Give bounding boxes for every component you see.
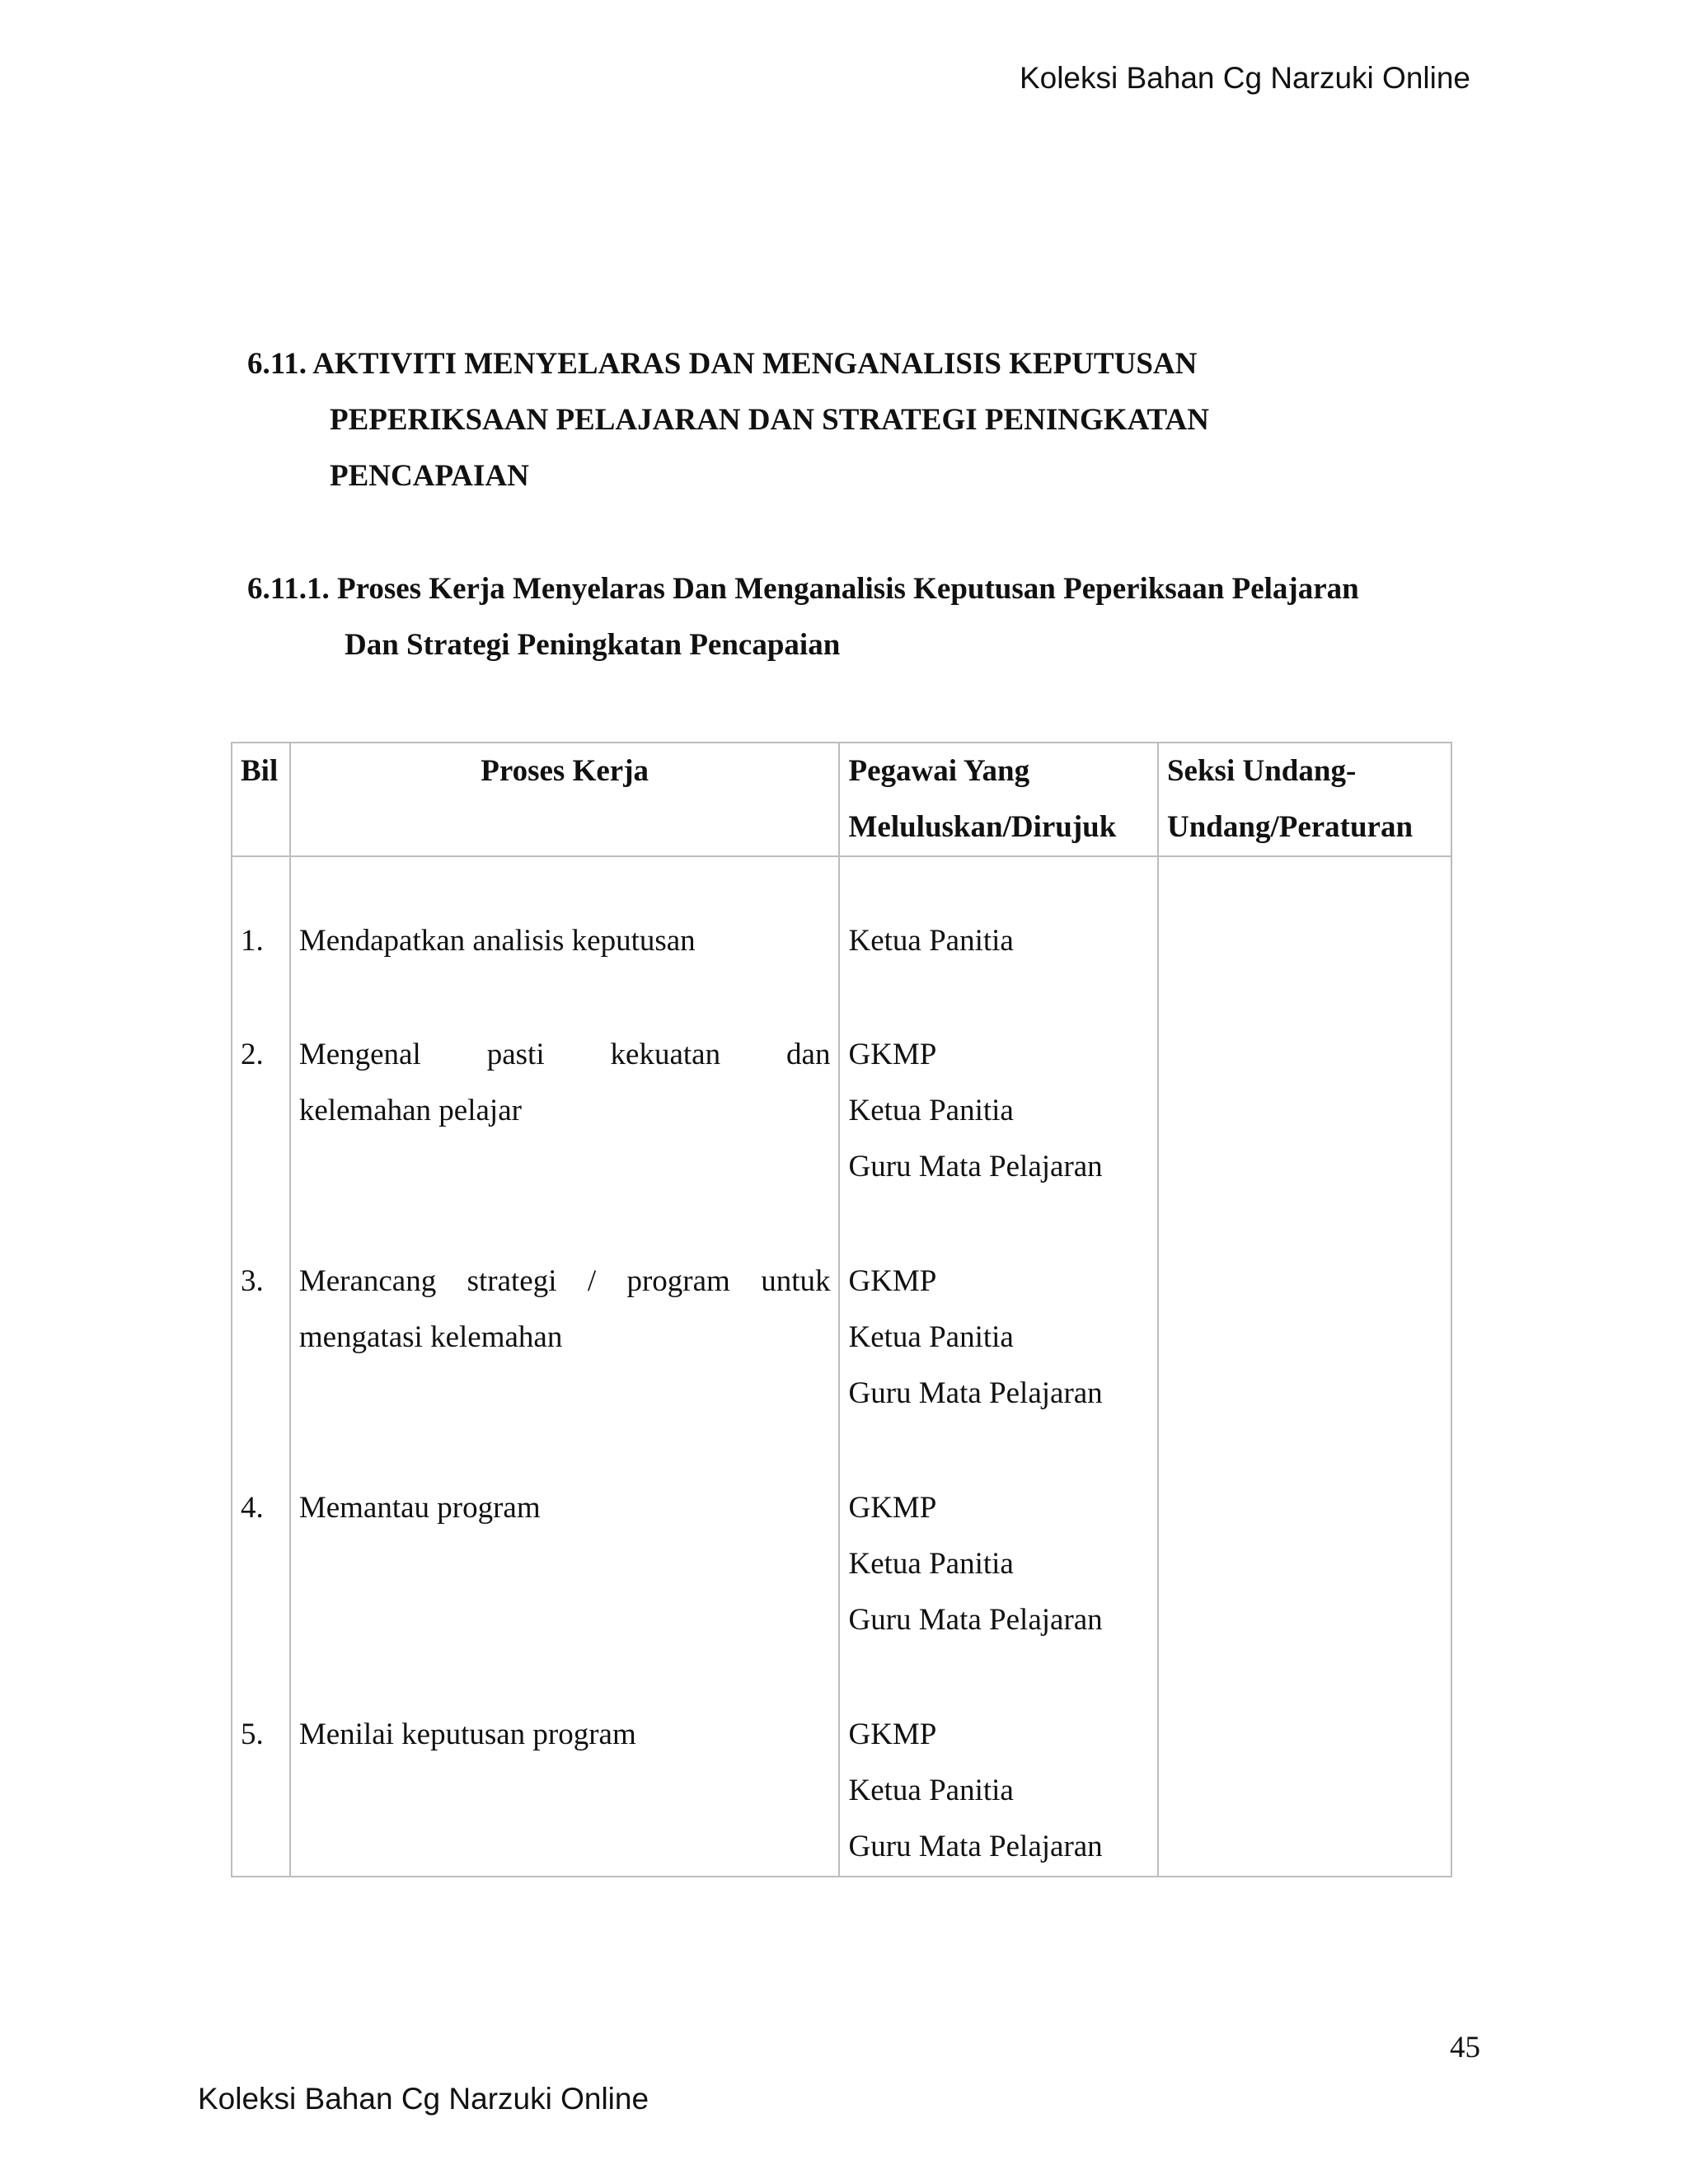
header-proses-kerja: Proses Kerja [290, 743, 840, 856]
list-item-pegawai [848, 1707, 1149, 1876]
list-item-bil: 1. [241, 924, 264, 958]
section-heading-line-3: PENCAPAIAN [330, 459, 529, 493]
footer-watermark: Koleksi Bahan Cg Narzuki Online [198, 2082, 649, 2116]
header-seksi-line-1: Seksi Undang- [1166, 754, 1357, 788]
page-number: 45 [1450, 2031, 1480, 2064]
pegawai-text: Guru Mata Pelajaran [848, 1150, 1103, 1183]
pegawai-text: Ketua Panitia [848, 1774, 1014, 1807]
proses-text: mengatasi kelemahan [298, 1320, 563, 1354]
header-pegawai-line-2: Meluluskan/Dirujuk [848, 810, 1117, 844]
table-body-row [232, 856, 1451, 1877]
subsection-heading-line-1: Proses Kerja Menyelaras Dan Menganalisis Keputusan Peperiksaan Pelajaran [336, 572, 1359, 606]
pegawai-text: GKMP [848, 1491, 937, 1525]
bil-column [232, 856, 290, 1877]
pegawai-text: Guru Mata Pelajaran [848, 1603, 1103, 1637]
proses-column [290, 856, 840, 1877]
list-item-proses [299, 1254, 831, 1480]
pegawai-text: Ketua Panitia [848, 1094, 1014, 1127]
pegawai-text: Ketua Panitia [848, 1320, 1014, 1354]
section-heading-line-2: PEPERIKSAAN PELAJARAN DAN STRATEGI PENINGKATAN [330, 403, 1209, 437]
pegawai-text: GKMP [848, 1038, 937, 1071]
header-bil: Bil [232, 743, 290, 856]
header-seksi-line-2: Undang/Peraturan [1166, 810, 1414, 844]
proses-text: kelemahan pelajar [298, 1094, 522, 1127]
list-item-bil: 4. [241, 1491, 264, 1525]
list-item-proses [299, 1480, 831, 1707]
list-item-pegawai [848, 1254, 1149, 1480]
subsection-heading [247, 561, 1484, 673]
list-item-bil: 5. [241, 1718, 264, 1751]
proses-text: Memantau program [298, 1491, 541, 1525]
header-watermark: Koleksi Bahan Cg Narzuki Online [1019, 61, 1470, 95]
list-item-bil: 2. [241, 1038, 264, 1071]
header-seksi [1158, 743, 1451, 856]
proses-text: Mengenal pasti kekuatan dan [298, 1038, 831, 1071]
seksi-column [1158, 856, 1451, 1877]
pegawai-column [839, 856, 1158, 1877]
list-item-proses [299, 1707, 831, 1876]
subsection-number: 6.11.1. [247, 572, 330, 606]
header-pegawai-line-1: Pegawai Yang [848, 754, 1030, 788]
pegawai-text: GKMP [848, 1718, 937, 1751]
section-number: 6.11. [247, 347, 307, 381]
list-item-proses [299, 1027, 831, 1254]
pegawai-text: Ketua Panitia [848, 924, 1014, 958]
subsection-heading-line-2: Dan Strategi Peningkatan Pencapaian [345, 628, 841, 662]
section-heading [247, 336, 1484, 504]
list-item-pegawai [848, 913, 1149, 1027]
section-heading-line-1: AKTIVITI MENYELARAS DAN MENGANALISIS KEPUTUSAN [312, 347, 1198, 381]
pegawai-text: GKMP [848, 1264, 937, 1298]
list-item-bil: 3. [241, 1264, 264, 1298]
process-table [231, 742, 1452, 1877]
list-item-proses [299, 913, 831, 1027]
list-item-pegawai [848, 1027, 1149, 1254]
proses-text: Merancang strategi / program untuk [298, 1264, 831, 1298]
proses-text: Menilai keputusan program [298, 1718, 636, 1751]
pegawai-text: Guru Mata Pelajaran [848, 1830, 1103, 1863]
table-header-row [232, 743, 1451, 856]
pegawai-text: Guru Mata Pelajaran [848, 1376, 1103, 1410]
pegawai-text: Ketua Panitia [848, 1547, 1014, 1581]
list-item-pegawai [848, 1480, 1149, 1707]
proses-text: Mendapatkan analisis keputusan [298, 924, 696, 958]
header-pegawai [839, 743, 1158, 856]
